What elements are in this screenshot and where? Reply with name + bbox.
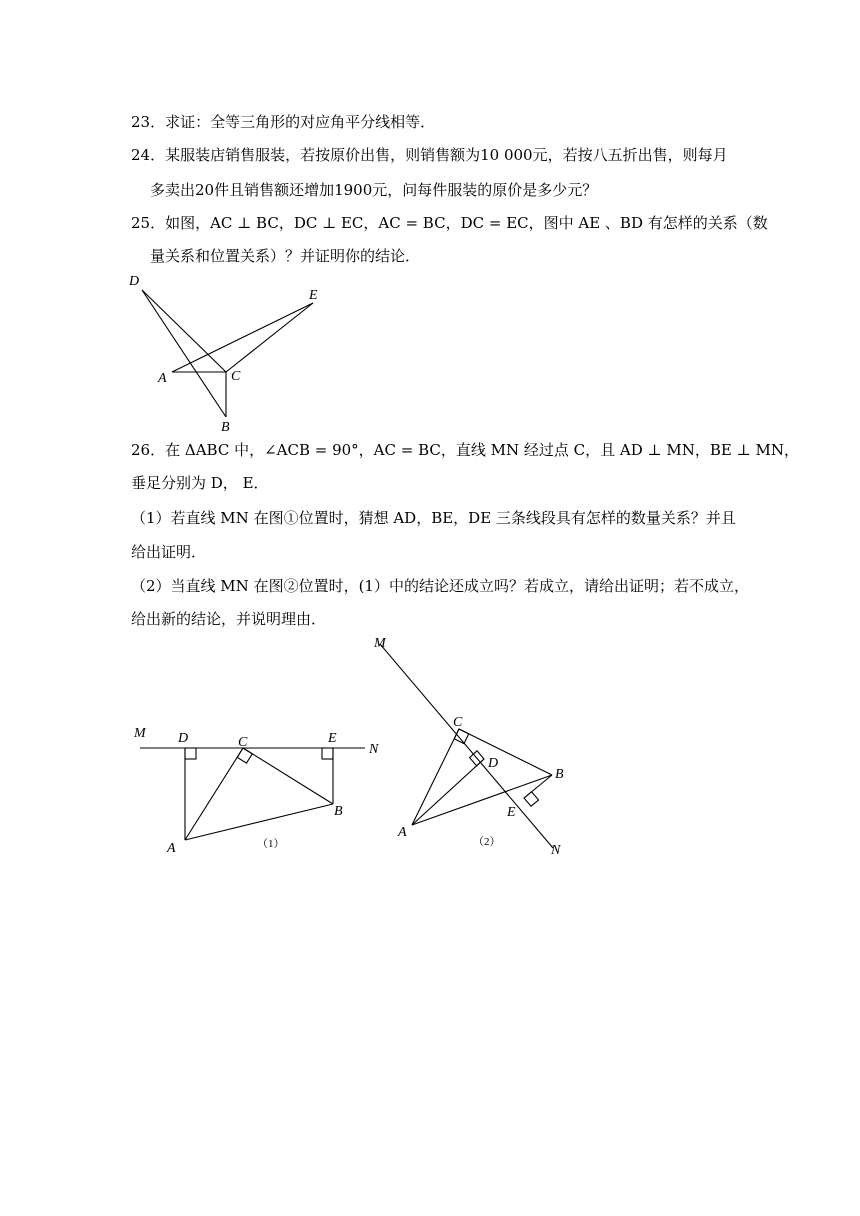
segment-CE [226,303,313,372]
label-E: E [507,805,516,820]
label-B: B [334,804,343,819]
label-A: A [167,841,176,856]
q26-figure1 [130,720,390,860]
label-M: M [374,636,386,651]
q25-line1: 25．如图，AC ⊥ BC，DC ⊥ EC，AC = BC，DC = EC，图中 AE 、BD 有怎样的关系（数 [131,214,768,232]
segment-AD [412,759,484,825]
label-C: C [231,369,241,384]
label-N: N [551,843,561,858]
label-D: D [488,756,499,771]
right-angle-C [237,748,252,763]
label-E: E [309,288,318,303]
right-angle-E [322,748,333,759]
q26-figure2 [370,630,590,860]
label-B: B [221,420,230,435]
q25-figure [120,268,340,438]
segment-CB [243,748,333,804]
segment-DC [142,290,226,372]
q24-line1: 24．某服装店销售服装，若按原价出售，则销售额为10 000元，若按八五折出售，则每月 [131,146,728,164]
q26-part1-line2: 给出证明． [131,543,207,561]
label-C: C [238,735,248,750]
q26-part2-line1: （2）当直线 MN 在图②位置时，(1）中的结论还成立吗？若成立，请给出证明；若不成立， [131,577,749,595]
segment-AE [172,303,313,372]
q25-line2: 量关系和位置关系）？并证明你的结论． [150,247,421,265]
label-A: A [398,825,407,840]
q23-text: 23．求证：全等三角形的对应角平分线相等． [131,113,436,131]
q26-part2-line2: 给出新的结论，并说明理由． [131,610,327,628]
segment-CB [459,729,552,775]
label-M: M [134,726,146,741]
caption-2: （2） [473,836,501,848]
q26-line2: 垂足分别为 D， E． [131,474,269,492]
label-A: A [158,371,167,386]
q26-line1: 26．在 ΔABC 中，∠ACB = 90°，AC = BC，直线 MN 经过点 C，且 AD ⊥ MN，BE ⊥ MN， [131,441,799,459]
caption-1: （1） [257,838,285,850]
label-D: D [178,731,189,746]
label-D: D [129,274,140,289]
segment-AB [185,804,333,840]
segment-DB [142,290,226,417]
right-angle-D [185,748,196,759]
label-N: N [369,742,379,757]
q26-part1-line1: （1）若直线 MN 在图①位置时，猜想 AD，BE，DE 三条线段具有怎样的数量关系？并且 [131,509,736,527]
right-angle-E [524,792,539,806]
q24-line2: 多卖出20件且销售额还增加1900元，问每件服装的原价是多少元？ [150,181,598,199]
segment-AC [185,748,243,840]
label-C: C [453,715,463,730]
right-angle-C [454,729,469,744]
label-E: E [328,731,337,746]
line-MN [380,644,553,848]
label-B: B [555,767,564,782]
